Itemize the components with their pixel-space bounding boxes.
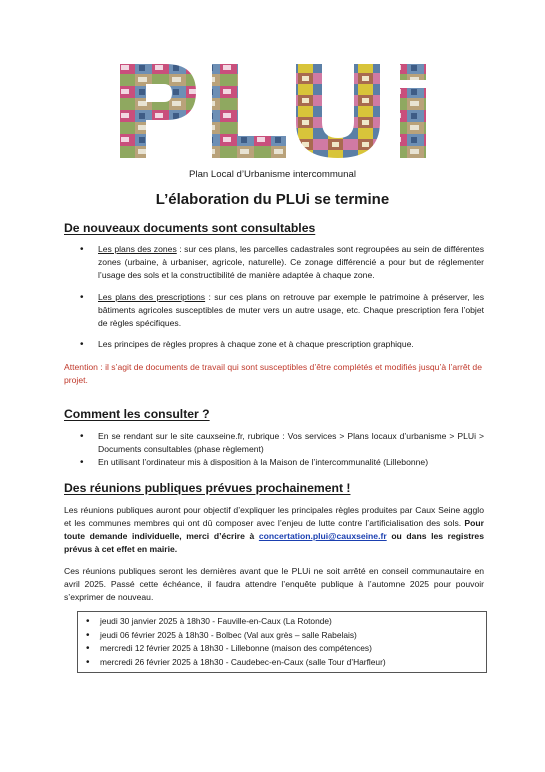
contact-email-link[interactable]: concertation.plui@cauxseine.fr xyxy=(258,531,387,541)
meetings-deadline-note: Ces réunions publiques seront les dernières avant que le PLUi ne soit arrêté en conseil communautaire en avril 2025. Passé cette échéance, il faudra attendre l’enquête publique à l’automne 2025 pour pouvoir s’exprimer de nouveau. xyxy=(64,566,484,602)
list-item xyxy=(64,430,484,456)
meeting-item: • mercredi 12 février 2025 à 18h30 - Lillebonne (maison des compétences) xyxy=(78,642,486,656)
intro-bold: Pour toute demande individuelle, merci d’écrire à xyxy=(64,518,484,541)
meetings-box xyxy=(77,611,487,673)
list-item-lead: Les plans des zones xyxy=(98,244,177,254)
intro-text: Les réunions publiques auront pour objectif d’expliquer les principales règles produites par Caux Seine agglo et les communes membres qui ont dû composer avec l’enjeu de lutte contre l’artificialisation des sols. xyxy=(64,505,484,528)
list-item-lead: Les plans des prescriptions xyxy=(98,291,206,302)
list-item-text: En utilisant l’ordinateur mis à disposition à la Maison de l’intercommunalité (Lillebonne) xyxy=(98,457,429,468)
section-heading: Comment les consulter ? xyxy=(64,407,210,421)
section-how-to-consult xyxy=(64,407,484,470)
documents-list xyxy=(64,243,484,351)
intro-bold-end: ou dans les registres prévus à cet effet en mairie. xyxy=(64,531,484,554)
section-heading: Des réunions publiques prévues prochainement ! xyxy=(64,481,351,495)
list-item-text: En se rendant sur le site cauxseine.fr, rubrique : Vos services > Plans locaux d’urbanisme > PLUi > Documents consultables (phase règlement) xyxy=(98,431,484,455)
list-item xyxy=(64,243,484,283)
list-item xyxy=(64,338,484,351)
list-item-text: : sur ces plans, les parcelles cadastrales sont regroupées au sein de différentes zones (urbaine, à urbaniser, agricole, naturelle). Ce zonage différencié a pour but de réglementer l’usage des sols et la constructibilité de manière adaptée à chaque zone. xyxy=(98,244,484,281)
meetings-list xyxy=(78,615,486,669)
warning-note: Attention : il s’agit de documents de travail qui sont susceptibles d’être complétés et modifiés jusqu’à l’arrêt de projet. xyxy=(64,362,482,386)
section-heading: De nouveaux documents sont consultables xyxy=(64,221,316,235)
meeting-item: • jeudi 06 février 2025 à 18h30 - Bolbec (Val aux grès – salle Rabelais) xyxy=(78,629,486,643)
plan-subtitle: Plan Local d’Urbanisme intercommunal xyxy=(189,169,356,180)
list-item-text: Les principes de règles propres à chaque zone et à chaque prescription graphique. xyxy=(98,339,414,350)
page-title: L’élaboration du PLUi se termine xyxy=(155,191,390,208)
meeting-item: • jeudi 30 janvier 2025 à 18h30 - Fauville-en-Caux (La Rotonde) xyxy=(78,615,486,629)
plui-logo xyxy=(118,62,428,160)
list-item-text: : sur ces plans on retrouve par exemple le patrimoine à préserver, les bâtiments agricoles susceptibles de muter vers un autre usage, etc. Chaque prescription fera l’objet de règles spécifiques. xyxy=(98,291,485,329)
list-item xyxy=(64,456,484,469)
section-public-meetings xyxy=(64,481,484,604)
list-item xyxy=(64,291,484,331)
meeting-item: • mercredi 26 février 2025 à 18h30 - Caudebec-en-Caux (salle Tour d’Harfleur) xyxy=(78,656,486,670)
consult-list xyxy=(64,430,484,470)
meetings-intro xyxy=(64,504,484,556)
plui-collage-logo xyxy=(118,62,428,160)
section-new-documents xyxy=(64,221,484,387)
